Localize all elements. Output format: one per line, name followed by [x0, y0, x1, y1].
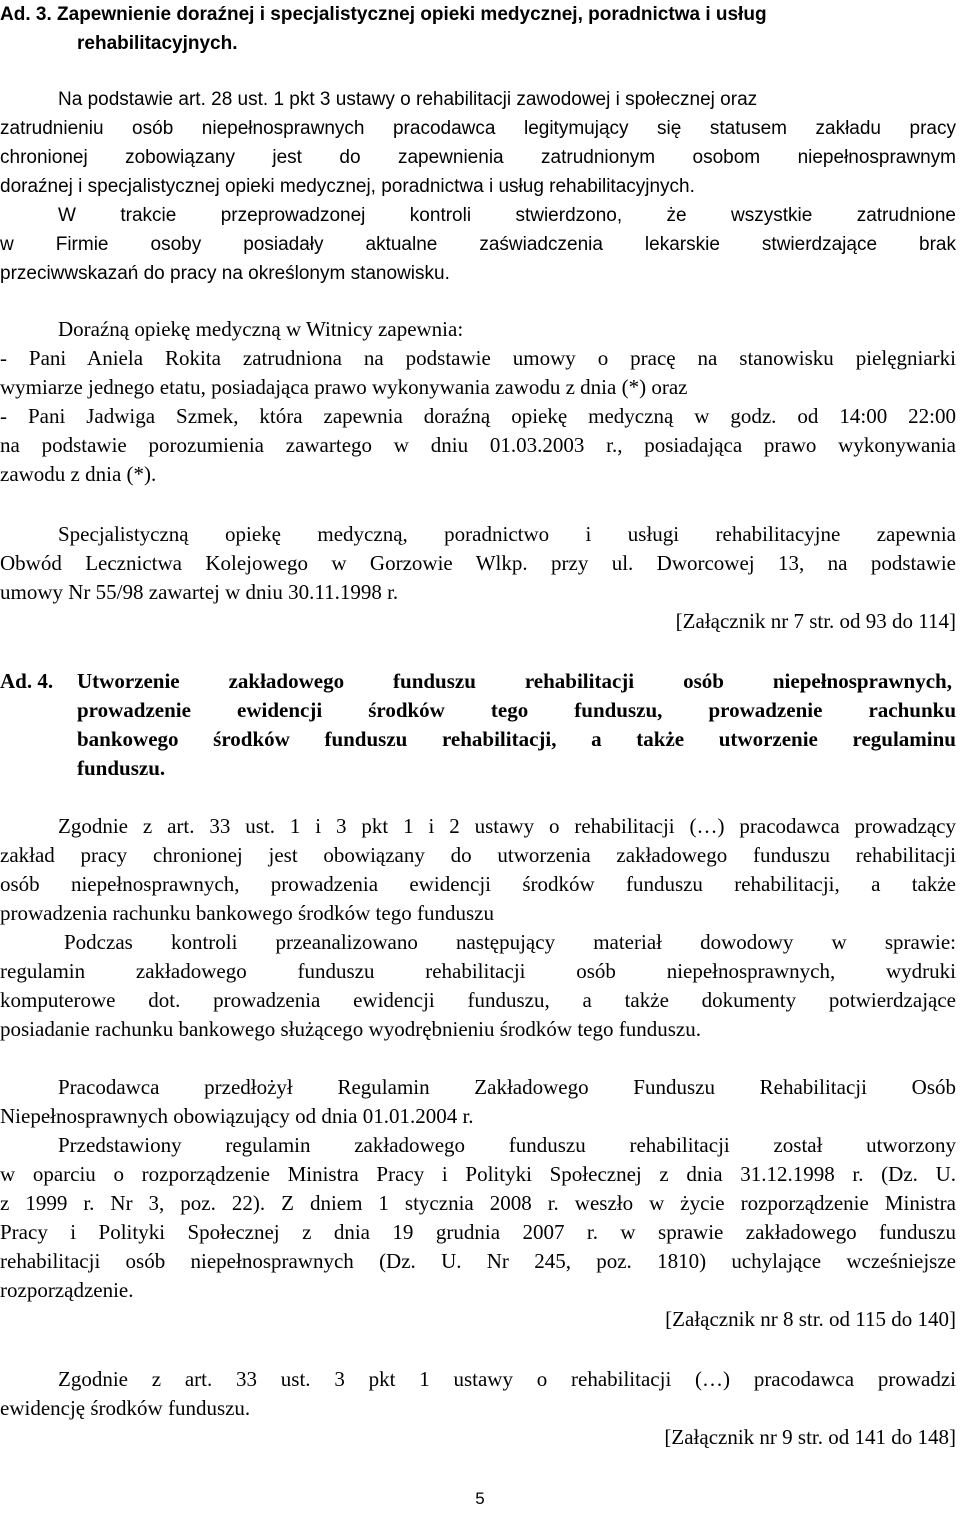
- text-line: prowadzenia rachunku bankowego środków tego funduszu: [0, 901, 494, 925]
- text-line: komputerowe dot. prowadzenia ewidencji funduszu, a także dokumenty potwierdzające: [0, 988, 956, 1012]
- text-line: Przedstawiony regulamin zakładowego funduszu rehabilitacji został utworzony: [58, 1133, 956, 1157]
- section-title-line: Utworzenie zakładowego funduszu rehabilitacji osób niepełnosprawnych,: [77, 669, 952, 693]
- text-line: na podstawie porozumienia zawartego w dniu 01.03.2003 r., posiadająca prawo wykonywania: [0, 433, 956, 457]
- text-line: wymiarze jednego etatu, posiadająca prawo wykonywania zawodu z dnia (*) oraz: [0, 375, 688, 399]
- text-line: doraźnej i specjalistycznej opieki medycznej, poradnictwa i usług rehabilitacyjnych.: [0, 176, 695, 197]
- attachment-reference: [Załącznik nr 8 str. od 115 do 140]: [665, 1307, 956, 1331]
- attachment-reference: [Załącznik nr 9 str. od 141 do 148]: [664, 1425, 956, 1449]
- text-line: Obwód Lecznictwa Kolejowego w Gorzowie Wlkp. przy ul. Dworcowej 13, na podstawie: [0, 551, 956, 575]
- text-line: chronionej zobowiązany jest do zapewnienia zatrudnionym osobom niepełnosprawnym: [0, 147, 956, 168]
- text-line: Na podstawie art. 28 ust. 1 pkt 3 ustawy o rehabilitacji zawodowej i społecznej oraz: [58, 89, 758, 110]
- text-line: Zgodnie z art. 33 ust. 1 i 3 pkt 1 i 2 ustawy o rehabilitacji (…) pracodawca prowadzący: [58, 814, 956, 838]
- attachment-reference: [Załącznik nr 7 str. od 93 do 114]: [675, 609, 956, 633]
- text-line: W trakcie przeprowadzonej kontroli stwierdzono, że wszystkie zatrudnione: [58, 205, 956, 226]
- text-line: rehabilitacji osób niepełnosprawnych (Dz. U. Nr 245, poz. 1810) uchylające wcześniejsze: [0, 1249, 956, 1273]
- text-line: ewidencję środków funduszu.: [0, 1396, 251, 1420]
- text-line: przeciwwskazań do pracy na określonym stanowisku.: [0, 263, 450, 284]
- text-line: umowy Nr 55/98 zawartej w dniu 30.11.1998 r.: [0, 580, 399, 604]
- text-line: Specjalistyczną opiekę medyczną, poradnictwo i usługi rehabilitacyjne zapewnia: [58, 522, 956, 546]
- text-line: - Pani Jadwiga Szmek, która zapewnia doraźną opiekę medyczną w godz. od 14:00 22:00: [0, 404, 956, 428]
- text-line: w oparciu o rozporządzenie Ministra Pracy i Polityki Społecznej z dnia 31.12.1998 r. (Dz. U.: [0, 1162, 956, 1186]
- section-title-line: bankowego środków funduszu rehabilitacji, a także utworzenie regulaminu: [77, 727, 956, 751]
- text-line: regulamin zakładowego funduszu rehabilitacji osób niepełnosprawnych, wydruki: [0, 959, 956, 983]
- text-line: - Pani Aniela Rokita zatrudniona na podstawie umowy o pracę na stanowisku pielęgniarki: [0, 346, 956, 370]
- text-line: Pracodawca przedłożył Regulamin Zakładowego Funduszu Rehabilitacji Osób: [58, 1075, 956, 1099]
- text-line: z 1999 r. Nr 3, poz. 22). Z dniem 1 stycznia 2008 r. weszło w życie rozporządzenie Ministra: [0, 1191, 956, 1215]
- text-line: zatrudnieniu osób niepełnosprawnych pracodawca legitymujący się statusem zakładu pracy: [0, 118, 956, 139]
- text-line: Niepełnosprawnych obowiązujący od dnia 01.01.2004 r.: [0, 1104, 474, 1128]
- section-title-line: Zapewnienie doraźnej i specjalistycznej opieki medycznej, poradnictwa i usług: [57, 4, 767, 25]
- section-title-line: prowadzenie ewidencji środków tego funduszu, prowadzenie rachunku: [77, 698, 956, 722]
- text-line: osób niepełnosprawnych, prowadzenia ewidencji środków funduszu rehabilitacji, a także: [0, 872, 956, 896]
- text-line: Podczas kontroli przeanalizowano następujący materiał dowodowy w sprawie:: [64, 930, 956, 954]
- section-number: Ad. 4.: [0, 669, 54, 693]
- text-line: Pracy i Polityki Społecznej z dnia 19 grudnia 2007 r. w sprawie zakładowego funduszu: [0, 1220, 956, 1244]
- text-line: zawodu z dnia (*).: [0, 462, 157, 486]
- text-line: Zgodnie z art. 33 ust. 3 pkt 1 ustawy o rehabilitacji (…) pracodawca prowadzi: [58, 1367, 956, 1391]
- text-line: posiadanie rachunku bankowego służącego wyodrębnieniu środków tego funduszu.: [0, 1017, 701, 1041]
- text-line: rozporządzenie.: [0, 1278, 134, 1302]
- text-line: Doraźną opiekę medyczną w Witnicy zapewnia:: [58, 317, 464, 341]
- page-number: 5: [475, 1489, 485, 1508]
- text-line: zakład pracy chronionej jest obowiązany do utworzenia zakładowego funduszu rehabilitacji: [0, 843, 956, 867]
- text-line: w Firmie osoby posiadały aktualne zaświadczenia lekarskie stwierdzające brak: [0, 234, 956, 255]
- section-title-line: rehabilitacyjnych.: [77, 33, 238, 54]
- section-number: Ad. 3.: [0, 4, 52, 25]
- section-title-line: funduszu.: [77, 756, 166, 780]
